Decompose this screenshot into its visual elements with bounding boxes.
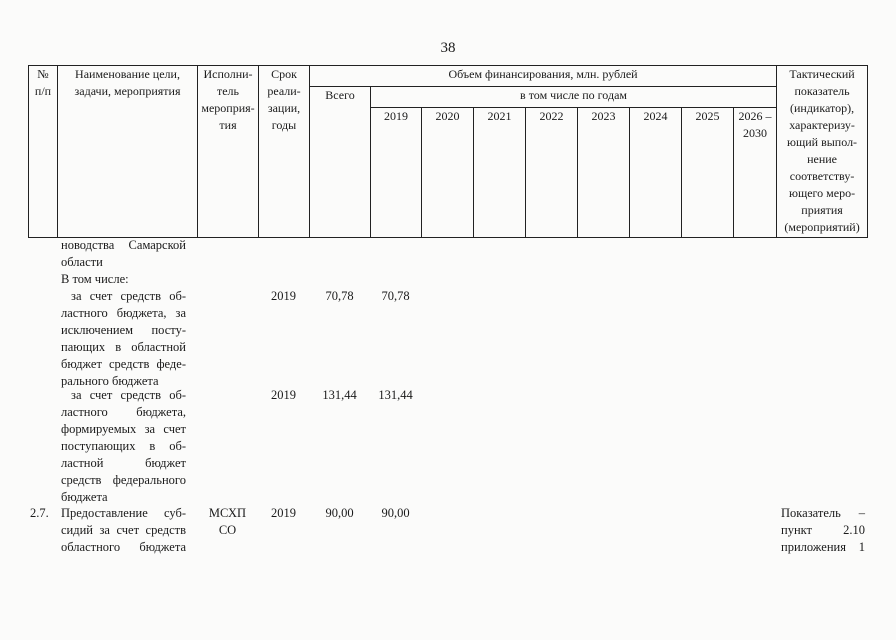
- row-2019: 70,78: [381, 289, 410, 303]
- header-total: Всего: [310, 87, 371, 238]
- row-name: Предоставление суб- сидий за счет средств областного бюджета: [61, 506, 186, 554]
- row-name: новодства Самарской области: [61, 238, 186, 269]
- row-term: 2019: [271, 506, 296, 520]
- header-year: 2020: [422, 108, 474, 238]
- row-label: В том числе:: [61, 272, 129, 286]
- header-by-year: в том числе по годам: [371, 87, 777, 108]
- row-executor: МСХП СО: [208, 506, 247, 537]
- header-term: Срок реали- зации, годы: [259, 66, 310, 238]
- row-total: 90,00: [325, 506, 354, 520]
- header-name: Наименование цели, задачи, мероприятия: [58, 66, 198, 238]
- header-year: 2023: [578, 108, 630, 238]
- row-name: за счет средств об- ластного бюджета, за исключением посту- пающих в областной бюджет средств феде- рального бюджета: [61, 289, 186, 388]
- header-indicator: Тактический показатель (индикатор), характеризу- ющий выпол- нение соответству- ющего меро- приятия (мероприятий): [777, 66, 868, 238]
- header-year: 2022: [526, 108, 578, 238]
- row-indicator: Показатель – пункт 2.10 приложения 1: [781, 506, 865, 554]
- row-name: за счет средств об- ластного бюджета, формируемых за счет поступающих в об- ластной бюджет средств федерального бюджета: [61, 388, 186, 504]
- row-term: 2019: [271, 388, 296, 402]
- header-executor: Исполни- тель мероприя- тия: [198, 66, 259, 238]
- row-2019: 90,00: [381, 506, 410, 520]
- row-total: 131,44: [322, 388, 357, 402]
- header-year: 2021: [474, 108, 526, 238]
- header-year: 2019: [371, 108, 422, 238]
- header-year: 2026 – 2030: [734, 108, 777, 238]
- row-num: 2.7.: [30, 506, 49, 520]
- row-term: 2019: [271, 289, 296, 303]
- header-year: 2025: [682, 108, 734, 238]
- row-total: 70,78: [325, 289, 354, 303]
- row-2019: 131,44: [378, 388, 413, 402]
- page-number: 38: [440, 40, 456, 56]
- header-year: 2024: [630, 108, 682, 238]
- header-num: № п/п: [29, 66, 58, 238]
- header-funding: Объем финансирования, млн. рублей: [310, 66, 777, 87]
